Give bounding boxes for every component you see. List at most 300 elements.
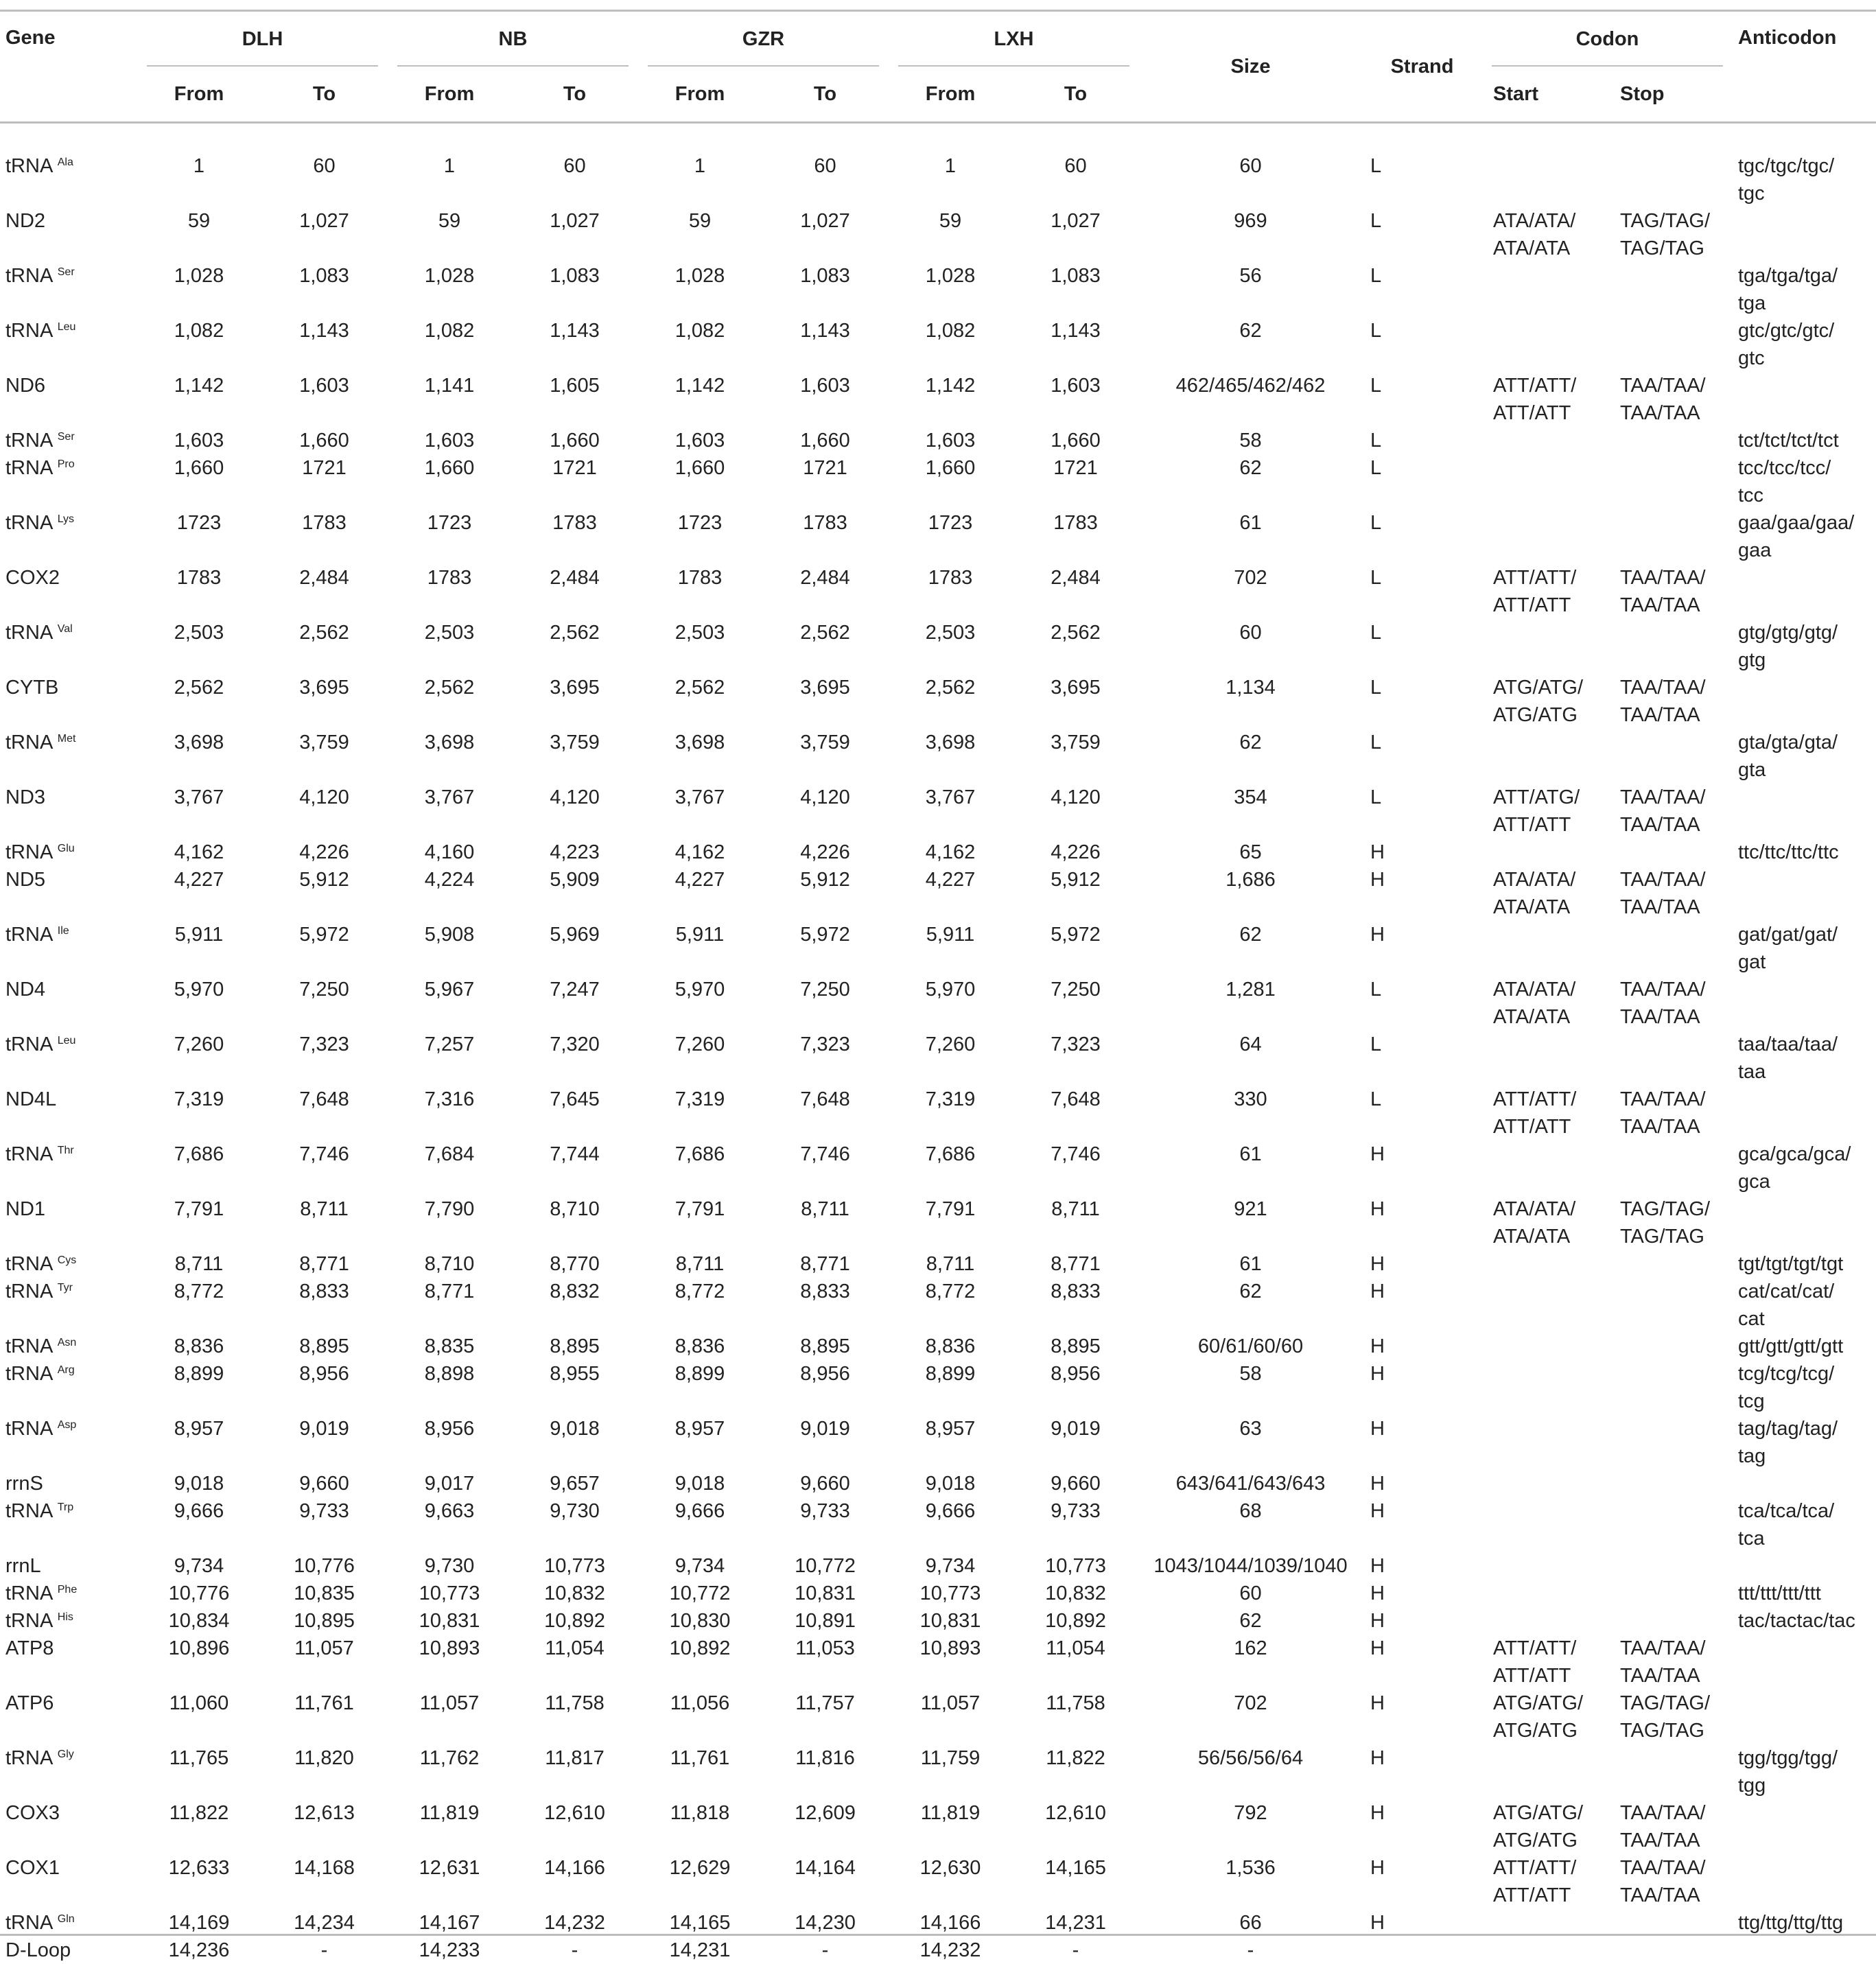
start-codon-cell [1482,1360,1609,1415]
gzr-from-cell: 4,227 [638,866,762,921]
start-codon-cell [1482,1031,1609,1086]
anticodon-cell: gca/gca/gca/ gca [1733,1141,1876,1195]
start-codon-cell [1482,1744,1609,1799]
lxh-to-cell: 12,610 [1012,1799,1139,1854]
lxh-from-cell: 12,630 [889,1854,1012,1909]
nb-to-cell: 10,832 [511,1580,638,1607]
dlh-from-cell: 9,666 [137,1497,261,1552]
dlh-to-cell: 12,613 [261,1799,388,1854]
start-codon-cell [1482,1415,1609,1470]
strand-cell: L [1362,619,1482,674]
size-cell: 643/641/643/643 [1139,1470,1362,1497]
start-codon-cell [1482,619,1609,674]
strand-cell: H [1362,1250,1482,1278]
nb-to-cell: 4,223 [511,839,638,866]
nb-to-cell: 12,610 [511,1799,638,1854]
header-group-gzr: GZR [638,12,889,67]
gene-superscript: Gln [58,1913,75,1925]
table-row [0,1552,1876,1580]
strand-cell: H [1362,1552,1482,1580]
gene-name: tRNA [5,1253,52,1275]
nb-from-cell: 8,710 [388,1250,511,1278]
lxh-from-cell: 9,666 [889,1497,1012,1552]
nb-from-cell: 1723 [388,509,511,564]
size-cell: 66 [1139,1909,1362,1937]
gzr-to-cell: 9,660 [762,1470,889,1497]
table-row [0,317,1876,372]
nb-from-cell: 7,316 [388,1086,511,1141]
nb-to-cell: 8,770 [511,1250,638,1278]
stop-codon-cell [1609,1937,1733,1964]
gzr-to-cell: 4,226 [762,839,889,866]
anticodon-cell [1733,1937,1876,1964]
lxh-to-cell: 1,143 [1012,317,1139,372]
nb-to-cell: 7,645 [511,1086,638,1141]
gzr-to-cell: 1,083 [762,262,889,317]
dlh-to-cell: 5,912 [261,866,388,921]
gene-cell [0,1744,137,1799]
dlh-from-cell: 7,686 [137,1141,261,1195]
gzr-from-cell: 14,231 [638,1937,762,1964]
anticodon-cell [1733,1854,1876,1909]
header-to: To [511,67,638,123]
gzr-to-cell: 8,771 [762,1250,889,1278]
size-cell: 162 [1139,1635,1362,1690]
lxh-to-cell: 7,746 [1012,1141,1139,1195]
stop-codon-cell [1609,509,1733,564]
start-codon-cell [1482,729,1609,784]
header-from: From [889,67,1012,123]
dlh-from-cell: 7,791 [137,1195,261,1250]
lxh-from-cell: 9,734 [889,1552,1012,1580]
strand-cell: L [1362,976,1482,1031]
lxh-to-cell: 5,912 [1012,866,1139,921]
table-row [0,1937,1876,1964]
nb-to-cell: 9,018 [511,1415,638,1470]
lxh-to-cell: 1,603 [1012,372,1139,427]
strand-cell: L [1362,564,1482,619]
nb-to-cell: 10,892 [511,1607,638,1635]
gzr-from-cell: 8,711 [638,1250,762,1278]
table-row [0,866,1876,921]
gzr-to-cell: 11,816 [762,1744,889,1799]
dlh-from-cell: 11,060 [137,1690,261,1744]
gene-superscript: Asn [58,1337,77,1348]
gzr-to-cell: 8,956 [762,1360,889,1415]
nb-from-cell: 5,908 [388,921,511,976]
lxh-to-cell: 4,226 [1012,839,1139,866]
gzr-from-cell: 4,162 [638,839,762,866]
header-to: To [1012,67,1139,123]
size-cell: - [1139,1937,1362,1964]
gene-superscript: Thr [58,1145,74,1156]
size-cell: 62 [1139,921,1362,976]
dlh-to-cell: 3,695 [261,674,388,729]
table-body [0,123,1876,1964]
stop-codon-cell: TAA/TAA/ TAA/TAA [1609,976,1733,1031]
dlh-from-cell: 8,772 [137,1278,261,1333]
dlh-from-cell: 4,162 [137,839,261,866]
nb-to-cell: - [511,1937,638,1964]
lxh-to-cell: 5,972 [1012,921,1139,976]
table-row [0,427,1876,454]
gzr-from-cell: 10,830 [638,1607,762,1635]
gene-cell [0,1470,137,1497]
gzr-to-cell: 3,759 [762,729,889,784]
stop-codon-cell [1609,454,1733,509]
strand-cell: H [1362,921,1482,976]
gzr-to-cell: 10,831 [762,1580,889,1607]
anticodon-cell [1733,1635,1876,1690]
size-cell: 61 [1139,1250,1362,1278]
strand-cell: H [1362,866,1482,921]
dlh-to-cell: 11,820 [261,1744,388,1799]
gzr-from-cell: 8,772 [638,1278,762,1333]
nb-from-cell: 11,057 [388,1690,511,1744]
lxh-to-cell: 11,054 [1012,1635,1139,1690]
lxh-to-cell: 2,484 [1012,564,1139,619]
lxh-to-cell: 8,895 [1012,1333,1139,1360]
gzr-to-cell: 7,250 [762,976,889,1031]
nb-from-cell: 3,698 [388,729,511,784]
gzr-from-cell: 7,319 [638,1086,762,1141]
strand-cell: L [1362,317,1482,372]
gene-name: rrnS [5,1473,43,1495]
gene-cell [0,839,137,866]
lxh-to-cell: 1,027 [1012,207,1139,262]
gzr-from-cell: 1,142 [638,372,762,427]
gzr-to-cell: 60 [762,123,889,208]
gzr-to-cell: 1,660 [762,427,889,454]
stop-codon-cell: TAA/TAA/ TAA/TAA [1609,674,1733,729]
nb-from-cell: 8,898 [388,1360,511,1415]
dlh-from-cell: 1723 [137,509,261,564]
anticodon-cell: tag/tag/tag/ tag [1733,1415,1876,1470]
dlh-to-cell: 14,234 [261,1909,388,1937]
gene-name: tRNA [5,1747,52,1769]
table-row [0,619,1876,674]
gene-name: COX2 [5,567,60,589]
dlh-to-cell: 1783 [261,509,388,564]
dlh-to-cell: 5,972 [261,921,388,976]
strand-cell: L [1362,123,1482,208]
start-codon-cell [1482,1909,1609,1937]
start-codon-cell [1482,1470,1609,1497]
gene-superscript: Ser [58,431,75,443]
gene-name: ATP6 [5,1692,54,1714]
nb-to-cell: 8,832 [511,1278,638,1333]
gene-cell [0,729,137,784]
lxh-to-cell: - [1012,1937,1139,1964]
stop-codon-cell [1609,729,1733,784]
anticodon-cell: tgt/tgt/tgt/tgt [1733,1250,1876,1278]
gene-cell [0,866,137,921]
size-cell: 354 [1139,784,1362,839]
gzr-to-cell: 7,323 [762,1031,889,1086]
gene-superscript: His [58,1611,73,1623]
size-cell: 62 [1139,317,1362,372]
lxh-from-cell: 1 [889,123,1012,208]
gene-superscript: Glu [58,843,75,854]
strand-cell: H [1362,1141,1482,1195]
anticodon-cell: taa/taa/taa/ taa [1733,1031,1876,1086]
nb-from-cell: 14,167 [388,1909,511,1937]
anticodon-cell: gtg/gtg/gtg/ gtg [1733,619,1876,674]
strand-cell: H [1362,1333,1482,1360]
stop-codon-cell [1609,1909,1733,1937]
dlh-to-cell: 7,323 [261,1031,388,1086]
nb-to-cell: 9,657 [511,1470,638,1497]
size-cell: 63 [1139,1415,1362,1470]
strand-cell: H [1362,1497,1482,1552]
anticodon-cell: ttt/ttt/ttt/ttt [1733,1580,1876,1607]
size-cell: 62 [1139,1607,1362,1635]
strand-cell: L [1362,1086,1482,1141]
gene-cell [0,372,137,427]
dlh-to-cell: 11,057 [261,1635,388,1690]
dlh-to-cell: 9,733 [261,1497,388,1552]
start-codon-cell: ATT/ATT/ ATT/ATT [1482,1635,1609,1690]
nb-to-cell: 4,120 [511,784,638,839]
size-cell: 702 [1139,564,1362,619]
nb-from-cell: 1,082 [388,317,511,372]
gzr-from-cell: 11,761 [638,1744,762,1799]
gene-name: tRNA [5,1610,52,1632]
gene-name: tRNA [5,1033,52,1055]
dlh-to-cell: 8,711 [261,1195,388,1250]
gene-superscript: Val [58,623,73,635]
gene-cell [0,1799,137,1854]
gene-superscript: Tyr [58,1282,73,1294]
table-row [0,976,1876,1031]
strand-cell: L [1362,207,1482,262]
gzr-from-cell: 10,892 [638,1635,762,1690]
nb-to-cell: 1721 [511,454,638,509]
gene-name: tRNA [5,512,52,534]
gene-name: tRNA [5,1582,52,1604]
start-codon-cell [1482,1141,1609,1195]
lxh-from-cell: 14,166 [889,1909,1012,1937]
gzr-from-cell: 9,666 [638,1497,762,1552]
size-cell: 60 [1139,123,1362,208]
dlh-from-cell: 11,765 [137,1744,261,1799]
strand-cell: H [1362,1690,1482,1744]
lxh-from-cell: 8,836 [889,1333,1012,1360]
gene-superscript: Pro [58,458,75,470]
dlh-from-cell: 8,711 [137,1250,261,1278]
gzr-to-cell: 14,164 [762,1854,889,1909]
gene-cell [0,1909,137,1937]
dlh-from-cell: 3,767 [137,784,261,839]
dlh-from-cell: 1,660 [137,454,261,509]
gene-name: tRNA [5,1281,52,1302]
start-codon-cell [1482,509,1609,564]
gene-name: tRNA [5,732,52,753]
gzr-to-cell: 10,891 [762,1607,889,1635]
gzr-from-cell: 59 [638,207,762,262]
size-cell: 56/56/56/64 [1139,1744,1362,1799]
dlh-from-cell: 12,633 [137,1854,261,1909]
table-row [0,1497,1876,1552]
stop-codon-cell [1609,1744,1733,1799]
dlh-to-cell: 7,746 [261,1141,388,1195]
strand-cell: H [1362,1195,1482,1250]
nb-to-cell: 7,320 [511,1031,638,1086]
strand-cell: H [1362,1415,1482,1470]
gene-cell [0,1580,137,1607]
gene-name: tRNA [5,924,52,946]
dlh-from-cell: 8,899 [137,1360,261,1415]
size-cell: 62 [1139,1278,1362,1333]
nb-from-cell: 11,762 [388,1744,511,1799]
gzr-to-cell: 1721 [762,454,889,509]
nb-to-cell: 11,758 [511,1690,638,1744]
size-cell: 61 [1139,1141,1362,1195]
nb-to-cell: 7,247 [511,976,638,1031]
dlh-to-cell: 1,660 [261,427,388,454]
dlh-from-cell: 7,260 [137,1031,261,1086]
table-row [0,1854,1876,1909]
gzr-to-cell: 5,912 [762,866,889,921]
start-codon-cell [1482,317,1609,372]
start-codon-cell [1482,1552,1609,1580]
gene-name: rrnL [5,1555,41,1577]
anticodon-cell: tga/tga/tga/ tga [1733,262,1876,317]
lxh-to-cell: 8,956 [1012,1360,1139,1415]
stop-codon-cell: TAA/TAA/ TAA/TAA [1609,784,1733,839]
gene-cell [0,1635,137,1690]
gzr-from-cell: 1723 [638,509,762,564]
gzr-to-cell: 14,230 [762,1909,889,1937]
table-row [0,1333,1876,1360]
gene-superscript: Gly [58,1749,74,1760]
dlh-to-cell: 3,759 [261,729,388,784]
lxh-from-cell: 8,711 [889,1250,1012,1278]
nb-to-cell: 10,773 [511,1552,638,1580]
gzr-from-cell: 1,082 [638,317,762,372]
dlh-to-cell: 8,895 [261,1333,388,1360]
lxh-from-cell: 7,319 [889,1086,1012,1141]
gene-superscript: Leu [58,321,76,333]
anticodon-cell [1733,1086,1876,1141]
start-codon-cell: ATT/ATT/ ATT/ATT [1482,564,1609,619]
size-cell: 330 [1139,1086,1362,1141]
gzr-to-cell: 2,562 [762,619,889,674]
anticodon-cell [1733,564,1876,619]
anticodon-cell [1733,976,1876,1031]
gzr-from-cell: 14,165 [638,1909,762,1937]
header-group-nb: NB [388,12,638,67]
strand-cell: H [1362,1580,1482,1607]
size-cell: 56 [1139,262,1362,317]
gene-cell [0,1690,137,1744]
dlh-to-cell: 8,956 [261,1360,388,1415]
stop-codon-cell [1609,921,1733,976]
start-codon-cell: ATA/ATA/ ATA/ATA [1482,1195,1609,1250]
size-cell: 61 [1139,509,1362,564]
nb-to-cell: 7,744 [511,1141,638,1195]
gene-name: ND5 [5,869,45,891]
nb-from-cell: 7,684 [388,1141,511,1195]
gzr-to-cell: 5,972 [762,921,889,976]
start-codon-cell [1482,1937,1609,1964]
lxh-from-cell: 10,893 [889,1635,1012,1690]
table-row [0,1690,1876,1744]
gene-cell [0,674,137,729]
nb-from-cell: 1,028 [388,262,511,317]
gene-name: tRNA [5,1363,52,1385]
nb-to-cell: 2,484 [511,564,638,619]
lxh-from-cell: 1,660 [889,454,1012,509]
strand-cell: H [1362,1854,1482,1909]
gzr-to-cell: 8,833 [762,1278,889,1333]
dlh-from-cell: 1,142 [137,372,261,427]
dlh-from-cell: 5,970 [137,976,261,1031]
dlh-from-cell: 14,169 [137,1909,261,1937]
nb-to-cell: 8,895 [511,1333,638,1360]
nb-from-cell: 8,771 [388,1278,511,1333]
table-row [0,1635,1876,1690]
stop-codon-cell [1609,1470,1733,1497]
dlh-to-cell: 1,603 [261,372,388,427]
gene-cell [0,427,137,454]
table-row [0,509,1876,564]
lxh-to-cell: 11,822 [1012,1744,1139,1799]
dlh-to-cell: 7,250 [261,976,388,1031]
start-codon-cell [1482,1333,1609,1360]
size-cell: 1,281 [1139,976,1362,1031]
strand-cell: L [1362,509,1482,564]
strand-cell: H [1362,1470,1482,1497]
nb-from-cell: 2,503 [388,619,511,674]
header-group-dlh: DLH [137,12,388,67]
gene-name: ND6 [5,375,45,397]
table-row [0,784,1876,839]
gene-superscript: Leu [58,1035,76,1047]
stop-codon-cell: TAA/TAA/ TAA/TAA [1609,1086,1733,1141]
anticodon-cell: tgc/tgc/tgc/ tgc [1733,123,1876,208]
dlh-to-cell: - [261,1937,388,1964]
stop-codon-cell [1609,1031,1733,1086]
table-row [0,729,1876,784]
nb-to-cell: 1,605 [511,372,638,427]
lxh-from-cell: 59 [889,207,1012,262]
gene-cell [0,1607,137,1635]
stop-codon-cell: TAG/TAG/ TAG/TAG [1609,1690,1733,1744]
gzr-from-cell: 7,260 [638,1031,762,1086]
start-codon-cell [1482,1497,1609,1552]
size-cell: 60 [1139,1580,1362,1607]
table-row [0,1580,1876,1607]
anticodon-cell: tgg/tgg/tgg/ tgg [1733,1744,1876,1799]
lxh-from-cell: 5,911 [889,921,1012,976]
dlh-to-cell: 10,895 [261,1607,388,1635]
dlh-from-cell: 8,957 [137,1415,261,1470]
lxh-to-cell: 1783 [1012,509,1139,564]
nb-from-cell: 9,730 [388,1552,511,1580]
nb-to-cell: 14,232 [511,1909,638,1937]
gzr-from-cell: 1,603 [638,427,762,454]
anticodon-cell: gat/gat/gat/ gat [1733,921,1876,976]
gene-name: ND4 [5,979,45,1001]
start-codon-cell [1482,839,1609,866]
nb-from-cell: 4,160 [388,839,511,866]
table-row [0,1415,1876,1470]
gzr-from-cell: 7,791 [638,1195,762,1250]
size-cell: 1043/1044/1039/1040 [1139,1552,1362,1580]
dlh-to-cell: 7,648 [261,1086,388,1141]
size-cell: 1,134 [1139,674,1362,729]
